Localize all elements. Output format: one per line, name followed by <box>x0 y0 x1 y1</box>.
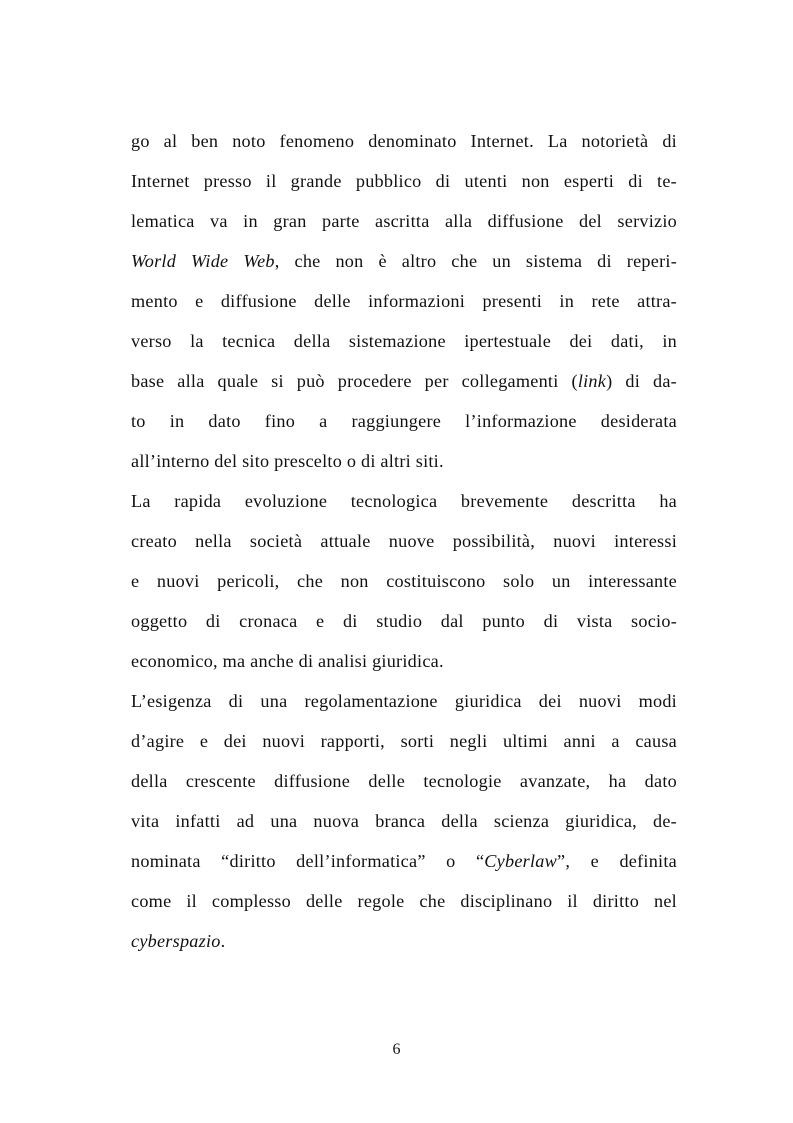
paragraph <box>131 481 677 681</box>
text-line <box>131 721 677 761</box>
italic-text: World Wide Web <box>131 251 275 271</box>
italic-text: cyberspazio <box>131 931 221 951</box>
text-line <box>131 881 677 921</box>
text-line <box>131 481 677 521</box>
text-line <box>131 201 677 241</box>
text-segment: come il complesso delle regole che disciplinano il diritto nel <box>131 891 677 911</box>
text-line <box>131 121 677 161</box>
text-segment: to in dato fino a raggiungere l’informazione desiderata <box>131 411 677 431</box>
text-segment: vita infatti ad una nuova branca della scienza giuridica, de- <box>131 811 677 831</box>
text-segment: verso la tecnica della sistemazione ipertestuale dei dati, in <box>131 331 677 351</box>
text-segment: . <box>220 931 226 951</box>
text-line <box>131 761 677 801</box>
text-segment: d’agire e dei nuovi rapporti, sorti negli ultimi anni a causa <box>131 731 677 751</box>
paragraph <box>131 681 677 961</box>
text-segment: oggetto di cronaca e di studio dal punto di vista socio- <box>131 611 677 631</box>
text-segment: L’esigenza di una regolamentazione giuridica dei nuovi modi <box>131 691 677 711</box>
text-line <box>131 441 677 481</box>
text-line <box>131 921 677 961</box>
text-line <box>131 521 677 561</box>
text-line <box>131 281 677 321</box>
text-segment: base alla quale si può procedere per collegamenti ( <box>131 371 578 391</box>
text-segment: all’interno del sito prescelto o di altri siti. <box>131 451 444 471</box>
italic-text: link <box>577 371 607 391</box>
text-line <box>131 321 677 361</box>
body-text <box>131 121 677 961</box>
text-segment: go al ben noto fenomeno denominato Internet. La notorietà di <box>131 131 677 151</box>
text-line <box>131 361 677 401</box>
page-number: 6 <box>392 1041 401 1058</box>
text-line <box>131 681 677 721</box>
text-segment: lematica va in gran parte ascritta alla diffusione del servizio <box>131 211 677 231</box>
text-line <box>131 641 677 681</box>
text-segment: della crescente diffusione delle tecnologie avanzate, ha dato <box>131 771 677 791</box>
text-line <box>131 561 677 601</box>
text-segment: nominata “diritto dell’informatica” o “ <box>131 851 485 871</box>
text-segment: economico, ma anche di analisi giuridica. <box>131 651 444 671</box>
text-line <box>131 801 677 841</box>
text-segment: , che non è altro che un sistema di reperi- <box>274 251 677 271</box>
text-segment: ) di da- <box>606 371 677 391</box>
text-line <box>131 601 677 641</box>
text-segment: creato nella società attuale nuove possibilità, nuovi interessi <box>131 531 677 551</box>
text-segment: e nuovi pericoli, che non costituiscono solo un interessante <box>131 571 677 591</box>
text-line <box>131 841 677 881</box>
text-segment: mento e diffusione delle informazioni presenti in rete attra- <box>131 291 677 311</box>
text-line <box>131 241 677 281</box>
text-line <box>131 401 677 441</box>
text-line <box>131 161 677 201</box>
text-segment: Internet presso il grande pubblico di utenti non esperti di te- <box>131 171 677 191</box>
italic-text: Cyberlaw <box>484 851 558 871</box>
paragraph <box>131 121 677 481</box>
text-segment: ”, e definita <box>557 851 677 871</box>
text-segment: La rapida evoluzione tecnologica brevemente descritta ha <box>131 491 677 511</box>
